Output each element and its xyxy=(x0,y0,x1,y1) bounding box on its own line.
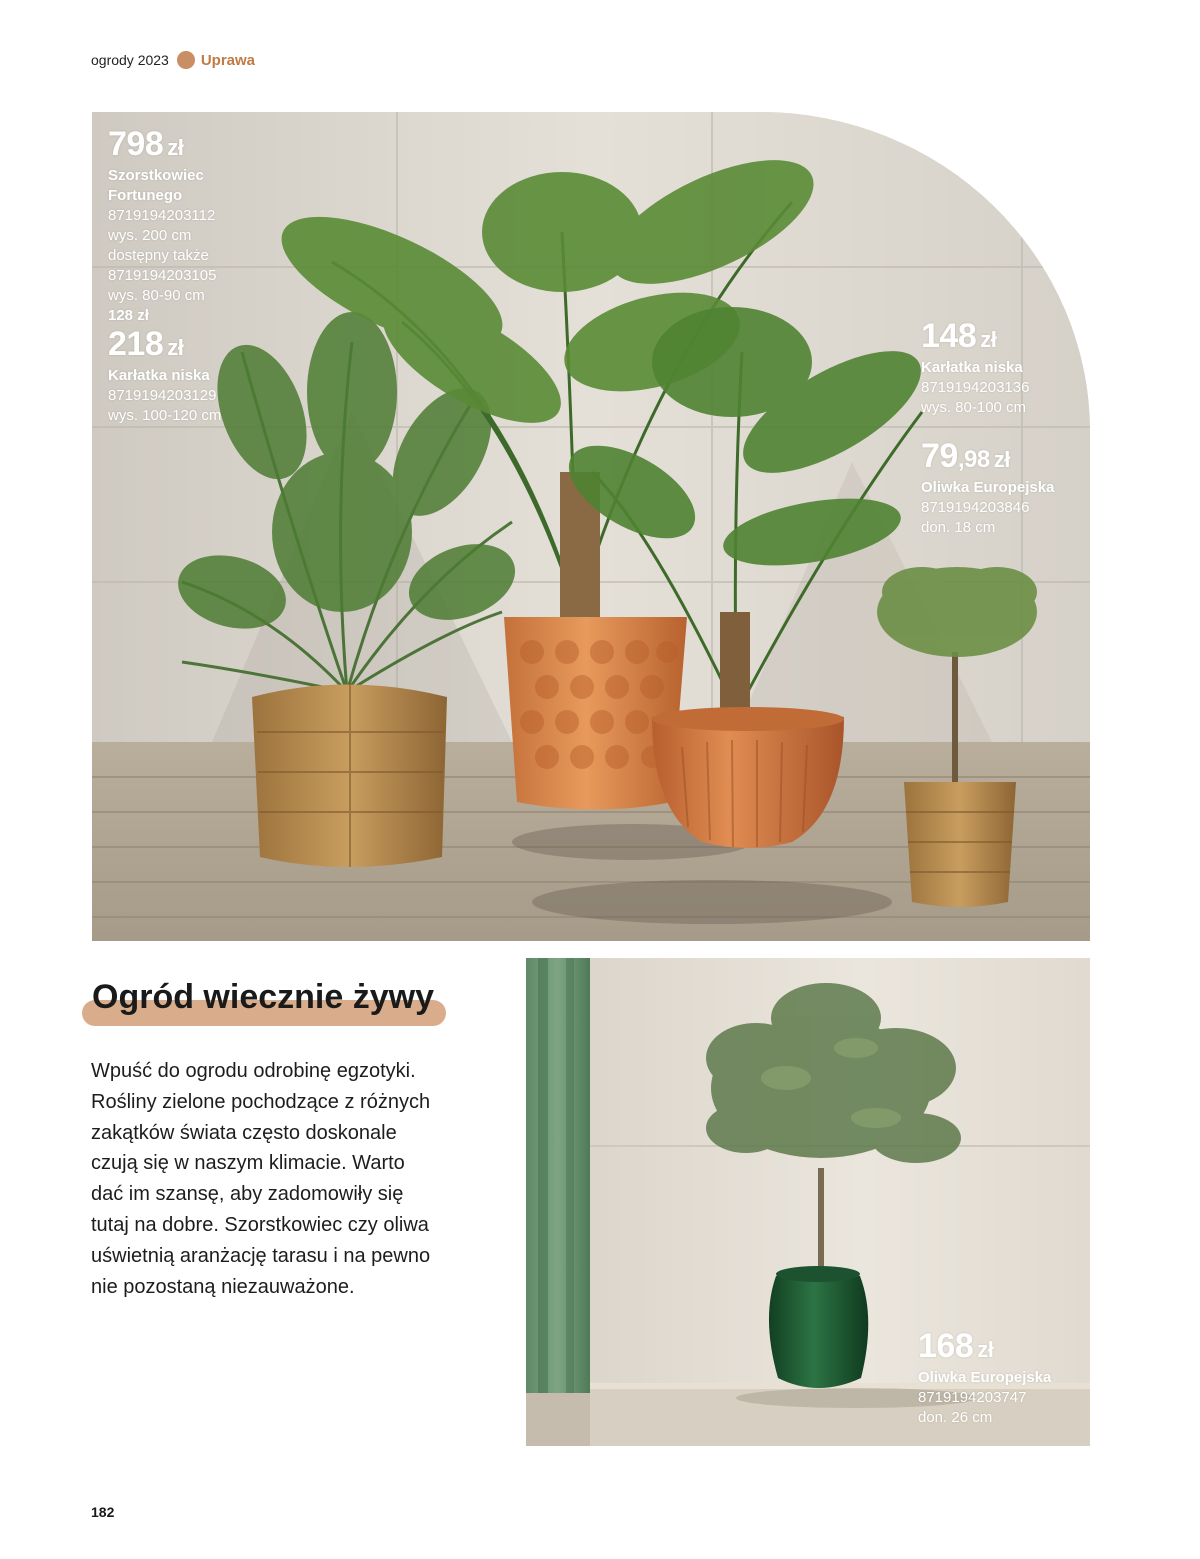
alt-product-code: 8719194203105 xyxy=(108,267,217,284)
product-name: Oliwka Europejska xyxy=(921,479,1055,496)
price: 148 zł xyxy=(921,317,997,355)
product-code: 8719194203136 xyxy=(921,379,1030,396)
product-name: Fortunego xyxy=(108,187,183,204)
product-size: wys. 200 cm xyxy=(108,227,192,244)
body-line: tutaj na dobre. Szorstkowiec czy oliwa xyxy=(91,1213,429,1236)
body-line: Wpuść do ogrodu odrobinę egzotyki. xyxy=(91,1060,416,1082)
product-oliwka-europejska-18 xyxy=(921,438,1054,538)
olive-tree-photo xyxy=(526,958,1090,1446)
also-available-label: dostępny także xyxy=(108,247,209,264)
product-name: Karłatka niska xyxy=(921,359,1023,376)
alt-product-price: 128 zł xyxy=(108,307,149,324)
body-line: Rośliny zielone pochodzące z różnych xyxy=(91,1090,431,1113)
article-body xyxy=(91,1056,491,1302)
category-label: Uprawa xyxy=(200,51,256,69)
price: 798 zł xyxy=(108,125,184,163)
product-size: wys. 100-120 cm xyxy=(108,407,222,424)
product-size: wys. 80-100 cm xyxy=(921,399,1027,416)
body-line: czują się w naszym klimacie. Warto xyxy=(91,1152,405,1175)
article-heading xyxy=(82,978,448,1028)
product-name: Oliwka Europejska xyxy=(918,1369,1052,1386)
body-line: dać im szansę, aby zadomowiły się xyxy=(91,1183,404,1206)
product-size: don. 18 cm xyxy=(921,519,996,536)
body-line: uświetnią aranżację tarasu i na pewno xyxy=(91,1244,431,1267)
body-line: nie pozostaną niezauważone. xyxy=(91,1275,355,1298)
alt-product-size: wys. 80-90 cm xyxy=(108,287,205,304)
product-code: 8719194203846 xyxy=(921,499,1030,516)
product-szorstkowiec-fortunego xyxy=(108,126,216,326)
catalog-year: ogrody 2023 xyxy=(91,52,169,68)
product-name: Szorstkowiec xyxy=(108,167,204,184)
product-name: Karłatka niska xyxy=(108,367,210,384)
price: 168 zł xyxy=(918,1327,994,1365)
product-karlatka-niska-148 xyxy=(921,318,1029,418)
price: 79,98 zł xyxy=(921,437,1010,475)
page-header xyxy=(91,50,255,70)
body-line: zakątków świata często doskonale xyxy=(91,1121,397,1144)
article-title: Ogród wiecznie żywy xyxy=(92,978,434,1016)
page-number: 182 xyxy=(91,1504,115,1520)
price: 218 zł xyxy=(108,325,184,363)
hero-photo xyxy=(92,112,1090,941)
product-oliwka-europejska-26 xyxy=(918,1328,1051,1428)
product-code: 8719194203747 xyxy=(918,1389,1027,1406)
category-dot-icon xyxy=(177,51,195,69)
product-karlatka-niska-218 xyxy=(108,326,221,426)
product-code: 8719194203112 xyxy=(108,207,216,224)
product-code: 8719194203129 xyxy=(108,387,217,404)
product-size: don. 26 cm xyxy=(918,1409,993,1426)
